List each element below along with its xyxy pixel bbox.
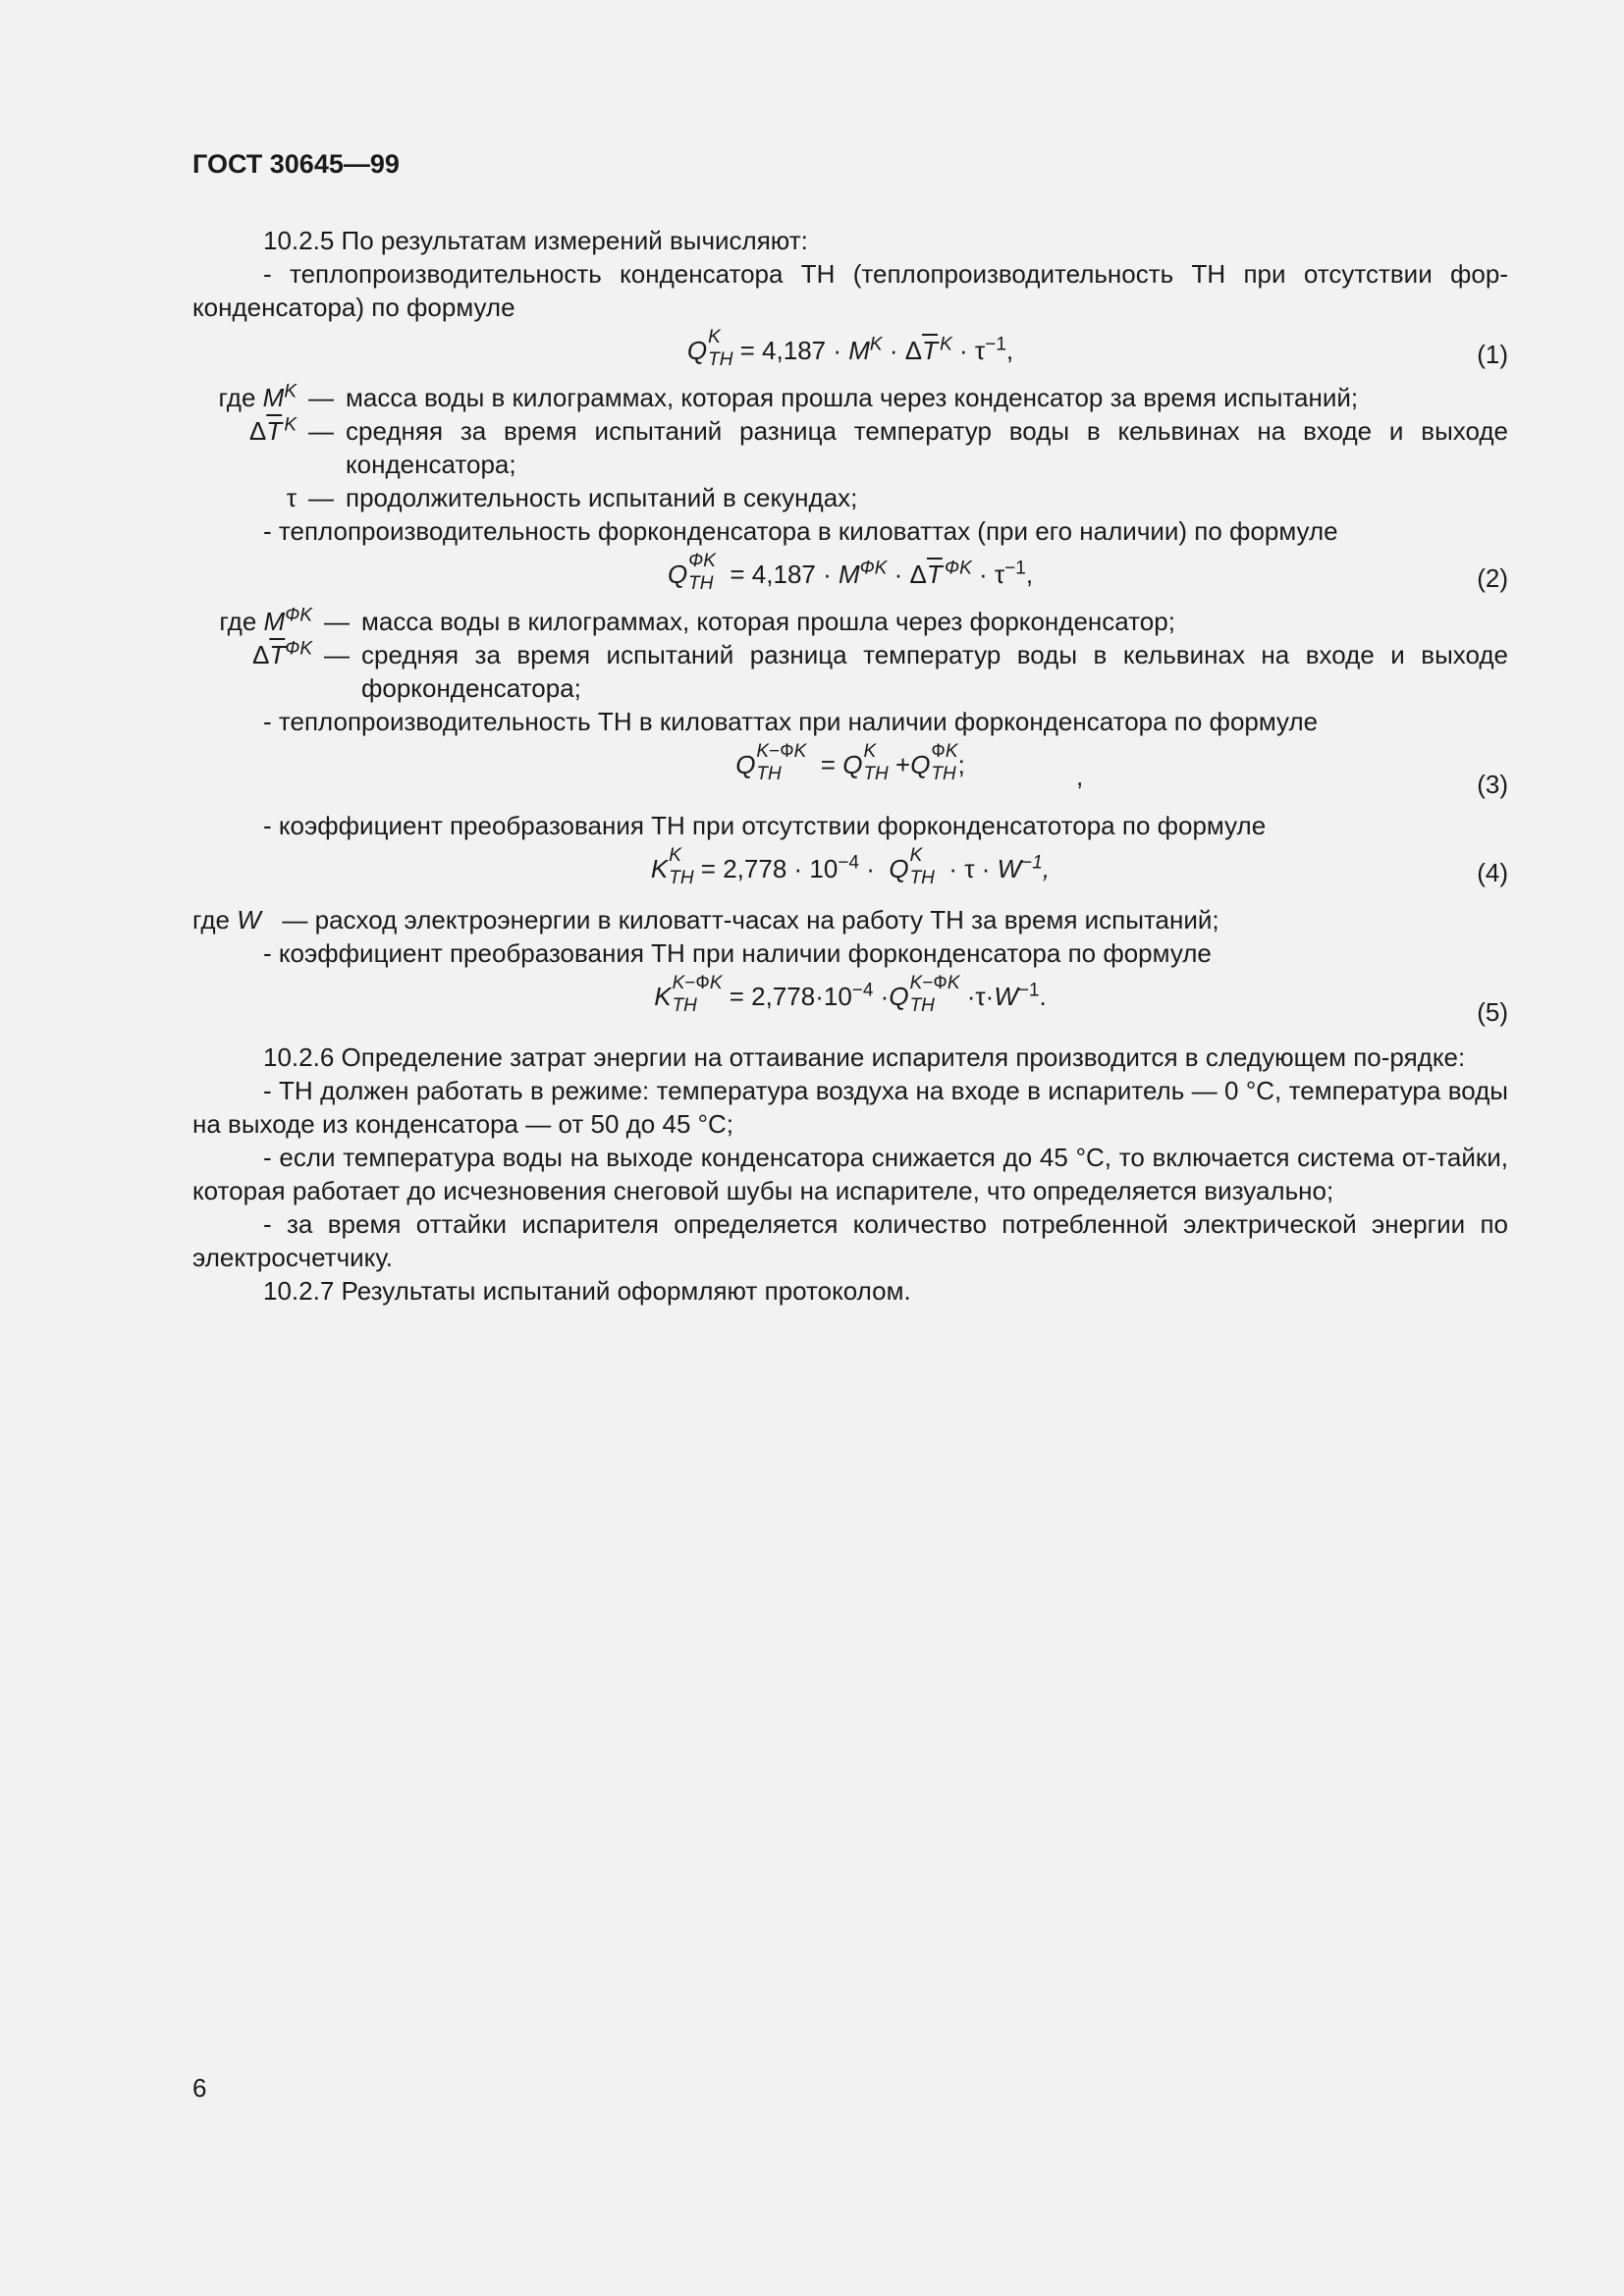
formula-3-comma: , bbox=[1076, 762, 1084, 791]
definition-m-k-text: масса воды в килограммах, которая прошла через конденсатор за время испытаний; bbox=[346, 383, 1359, 412]
formula-5-expression: K K−ФK TH = $2,778\cdot 10^{-4} \cdot Q$ K−ФK TH $\cdot\tau\cdot W^{-1}$. bbox=[654, 973, 1047, 1017]
definition-delta-t-k bbox=[192, 414, 1508, 481]
formula-4 bbox=[192, 842, 1508, 903]
clause-10-2-6-item-1: - ТН должен работать в режиме: температура воздуха на входе в испаритель — 0 °С, температура воды на выходе из конденсатора — от 50 до 45 °С; bbox=[192, 1076, 1508, 1139]
definition-m-fk bbox=[192, 605, 1508, 638]
term-m-k: где $M^K$ bbox=[218, 381, 297, 412]
definition-dash: — bbox=[308, 416, 334, 446]
definition-dash: — bbox=[324, 640, 350, 669]
formula-4-number: (4) bbox=[1477, 858, 1508, 887]
definition-dash: — bbox=[308, 483, 334, 512]
definitions-formula-1 bbox=[192, 381, 1508, 514]
formula-2-number: (2) bbox=[1477, 563, 1508, 593]
page-number: 6 bbox=[192, 2073, 207, 2103]
document-header: ГОСТ 30645—99 bbox=[192, 149, 400, 179]
definition-tau bbox=[192, 481, 1508, 514]
clause-10-2-6: 10.2.6 Определение затрат энергии на оттаивание испарителя производится в следующем по-рядке: bbox=[263, 1042, 1466, 1072]
definition-dash: — bbox=[324, 607, 350, 636]
definition-w: где W — расход электроэнергии в киловатт-часах на работу ТН за время испытаний; bbox=[192, 905, 1219, 934]
term-tau: τ bbox=[286, 483, 297, 512]
formula-1 bbox=[192, 324, 1508, 381]
document-body bbox=[192, 224, 1508, 1308]
list-item-cop-with-pre-condenser: - коэффициент преобразования ТН при наличии форконденсатора по формуле bbox=[263, 938, 1212, 968]
definition-w-text: — расход электроэнергии в киловатт-часах на работу ТН за время испытаний; bbox=[282, 905, 1219, 934]
clause-10-2-7: 10.2.7 Результаты испытаний оформляют протоколом. bbox=[263, 1276, 911, 1306]
definition-delta-t-fk-text: средняя за время испытаний разница температур воды в кельвинах на входе и выходе форконденсатора; bbox=[361, 640, 1508, 703]
list-item-pre-condenser-heat-output: - теплопроизводительность форконденсатора в киловаттах (при его наличии) по формуле bbox=[263, 516, 1338, 546]
list-item-condenser-heat-output: - теплопроизводительность конденсатора ТН (теплопроизводительность ТН при отсутствии фор-конденсатора) по формуле bbox=[192, 259, 1508, 322]
formula-1-number: (1) bbox=[1477, 340, 1508, 369]
formula-2 bbox=[192, 548, 1508, 605]
formula-3 bbox=[192, 738, 1508, 809]
term-delta-t-k: $\Delta\overline{T}$ $^K$ bbox=[248, 414, 297, 446]
definition-delta-t-k-text: средняя за время испытаний разница температур воды в кельвинах на входе и выходе конденсатора; bbox=[346, 416, 1508, 479]
definitions-formula-4 bbox=[192, 903, 1508, 936]
list-item-total-heat-output: - теплопроизводительность ТН в киловаттах при наличии форконденсатора по формуле bbox=[263, 707, 1319, 736]
definitions-formula-2 bbox=[192, 605, 1508, 705]
definition-dash: — bbox=[308, 383, 334, 412]
clause-10-2-6-item-2: - если температура воды на выходе конденсатора снижается до 45 °С, то включается система от-тайки, которая работает до исчезновения снеговой шубы на испарителе, что определяется визуально; bbox=[192, 1143, 1508, 1205]
definition-delta-t-fk bbox=[192, 638, 1508, 705]
formula-3-number: (3) bbox=[1477, 770, 1508, 799]
clause-10-2-6-item-3: - за время оттайки испарителя определяется количество потребленной электрической энергии по электросчетчику. bbox=[192, 1209, 1508, 1272]
definition-tau-text: продолжительность испытаний в секундах; bbox=[346, 483, 858, 512]
formula-5-number: (5) bbox=[1477, 997, 1508, 1027]
list-item-cop-without-pre-condenser: - коэффициент преобразования ТН при отсутствии форконденсатотора по формуле bbox=[263, 811, 1267, 840]
formula-3-expression: Q K−ФK TH = Q K TH +Q ФK TH ; bbox=[735, 741, 965, 785]
formula-5 bbox=[192, 970, 1508, 1039]
definition-m-fk-text: масса воды в килограммах, которая прошла через форконденсатор; bbox=[361, 607, 1175, 636]
formula-2-expression: Q ФK TH = $4,187 \cdot M^{ФK} \cdot \Delta\overline{T}$ $^{ФK} \cdot \tau^{-1}$, bbox=[667, 551, 1034, 595]
formula-1-expression: Q K TH = $4,187 \cdot M^K \cdot \Delta\overline{T}$ $^K \cdot \tau^{-1}$, bbox=[686, 327, 1014, 371]
formula-4-expression: K K TH = $2,778 \cdot 10^{-4} \cdot Q$ K TH · $\tau \cdot W^{-1}$, bbox=[650, 845, 1051, 889]
term-m-fk: где $M^{ФK}$ bbox=[219, 605, 312, 636]
term-delta-t-fk: $\Delta\overline{T}^{ФK}$ bbox=[251, 638, 312, 669]
clause-10-2-5-heading: 10.2.5 По результатам измерений вычисляют: bbox=[263, 226, 808, 255]
definition-m-k bbox=[192, 381, 1508, 414]
